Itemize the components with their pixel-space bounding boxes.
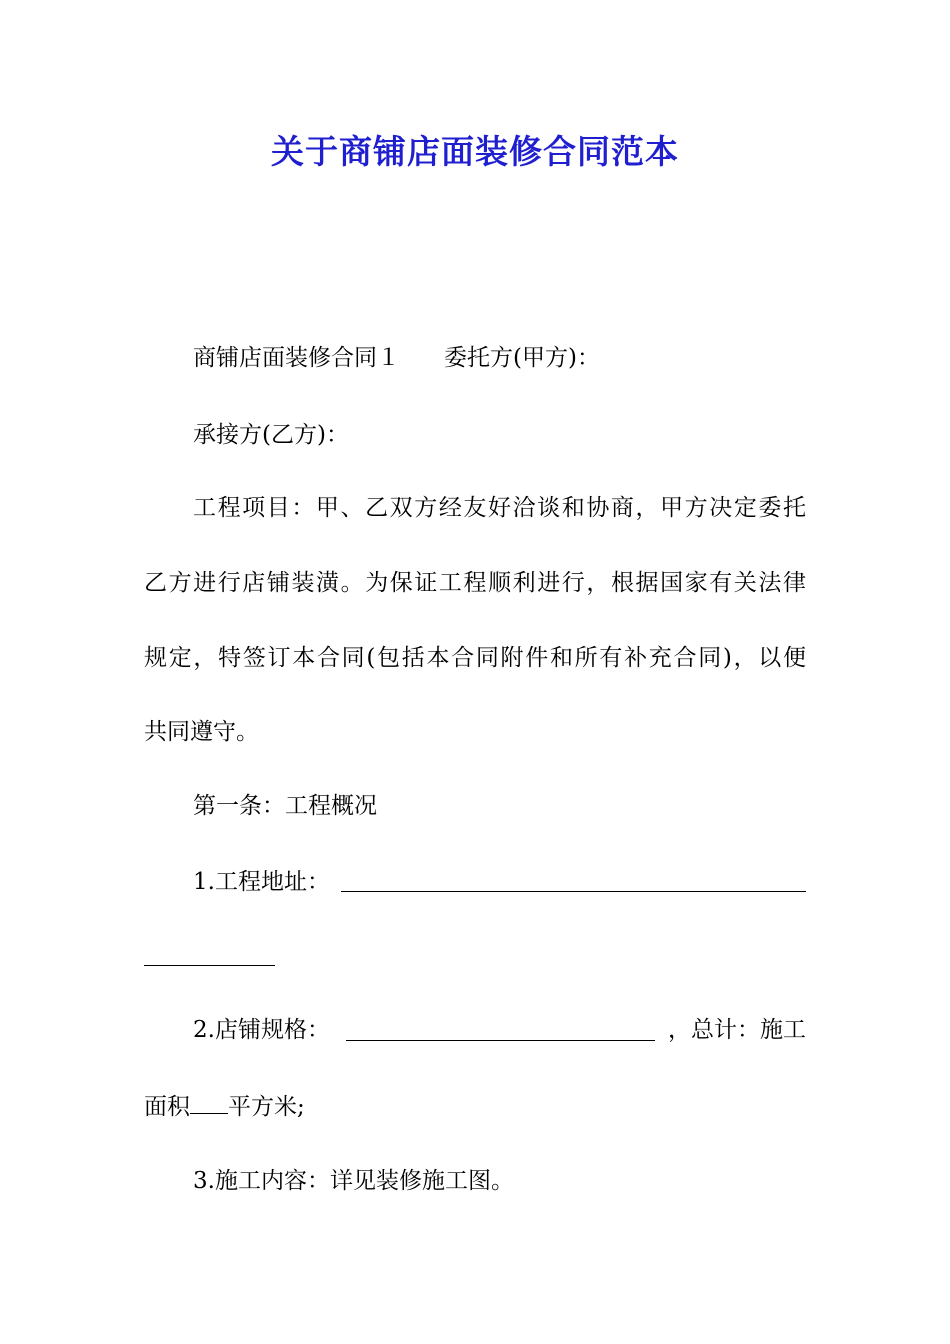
address-blank-line-continued bbox=[144, 965, 275, 966]
party-b-label: 承接方(乙方)： bbox=[193, 422, 349, 448]
area-label: 面积 bbox=[144, 1094, 190, 1120]
document-title: 关于商铺店面装修合同范本 bbox=[271, 132, 679, 171]
item-address-label: 1.工程地址： bbox=[193, 869, 330, 895]
section-heading: 第一条：工程概况 bbox=[193, 793, 377, 819]
item-construction-content: 3.施工内容：详见装修施工图。 bbox=[193, 1168, 514, 1194]
item-address bbox=[193, 866, 806, 898]
area-unit: 平方米; bbox=[228, 1094, 305, 1120]
paragraph-line: 共同遵守。 bbox=[144, 719, 259, 745]
party-line-1 bbox=[193, 342, 806, 374]
paragraph-line: 乙方进行店铺装潢。为保证工程顺利进行，根据国家有关法律 bbox=[144, 570, 806, 596]
item-shop-size-label: 2.店铺规格： bbox=[193, 1017, 330, 1043]
paragraph-line: 规定，特签订本合同(包括本合同附件和所有补充合同)，以便 bbox=[144, 645, 806, 671]
contract-heading: 商铺店面装修合同１ bbox=[193, 345, 400, 371]
shop-size-blank-line bbox=[346, 1040, 655, 1041]
item-area-line bbox=[144, 1089, 806, 1123]
item-shop-size-total: ，总计：施工 bbox=[668, 1017, 806, 1043]
party-a-label: 委托方(甲方)： bbox=[444, 345, 600, 371]
paragraph-line: 工程项目：甲、乙双方经友好洽谈和协商，甲方决定委托 bbox=[193, 495, 806, 521]
address-blank-line bbox=[341, 891, 806, 892]
area-blank bbox=[190, 1089, 228, 1114]
